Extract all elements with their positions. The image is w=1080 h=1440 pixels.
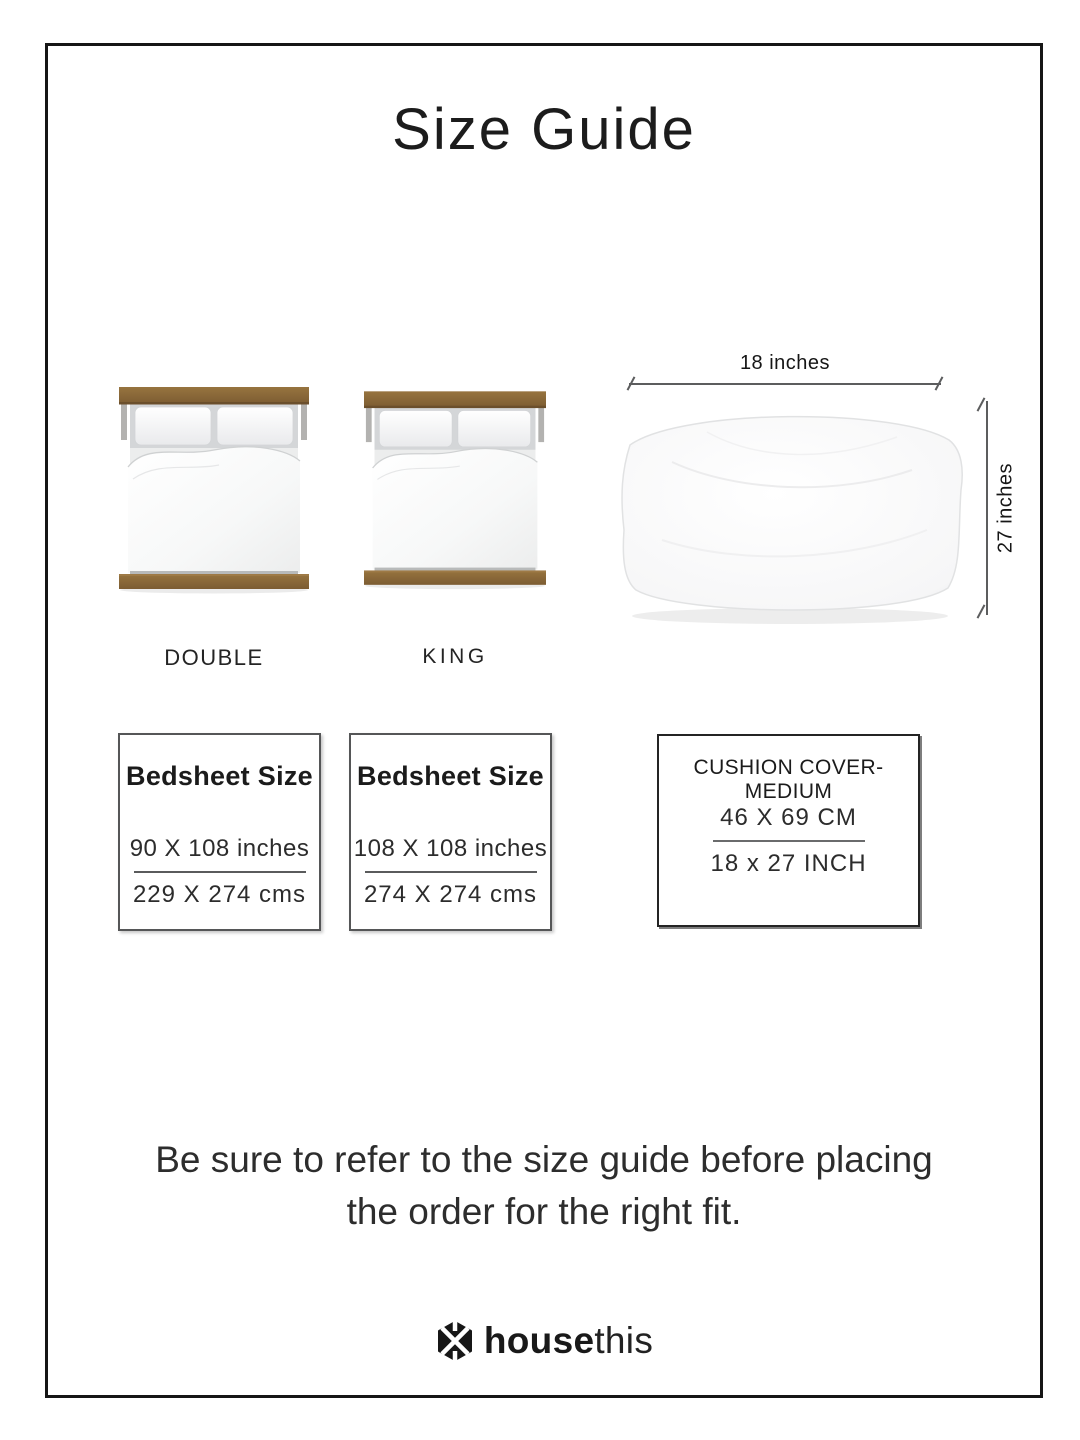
king-bed-label: KING: [422, 645, 488, 668]
brand-wordmark-bold: house: [483, 1320, 595, 1361]
cushion-cover-size-box: [657, 734, 920, 927]
size-cm: 46 X 69 CM: [720, 804, 857, 831]
size-values: [120, 835, 319, 909]
king-bedsheet-size-box: [349, 733, 552, 931]
pillow-height-dimension: [984, 401, 1024, 615]
pillow-illustration: [612, 390, 967, 625]
pillow-width-label: 18 inches: [739, 352, 831, 374]
brand-knot-icon: [435, 1321, 475, 1361]
size-values: [659, 804, 918, 878]
double-bed-label: DOUBLE: [164, 645, 264, 670]
page-title: Size Guide: [392, 97, 696, 162]
double-bed-top-view-illustration: [119, 386, 309, 594]
pillow-width-line: [629, 383, 941, 385]
size-values: [351, 835, 550, 909]
size-inch: 18 x 27 INCH: [710, 850, 867, 877]
brand-logo: [45, 1320, 1043, 1362]
size-guide-note: [45, 1134, 1043, 1238]
size-cms: 229 X 274 cms: [132, 881, 307, 908]
size-box-heading: Bedsheet Size: [126, 761, 313, 791]
brand-wordmark: [484, 1320, 653, 1362]
size-cms: 274 X 274 cms: [363, 881, 538, 908]
pillow-height-label: 27 inches: [994, 462, 1017, 554]
size-inches: 108 X 108 inches: [353, 835, 548, 862]
note-line-2: the order for the right fit.: [346, 1190, 742, 1232]
size-box-heading: Bedsheet Size: [357, 761, 544, 791]
size-box-heading: CUSHION COVER- MEDIUM: [693, 756, 884, 803]
note-line-1: Be sure to refer to the size guide before placing: [155, 1139, 933, 1180]
size-inches: 90 X 108 inches: [129, 835, 310, 862]
pillow-illustration-wrap: [612, 390, 967, 625]
double-bedsheet-size-box: [118, 733, 321, 931]
brand-wordmark-light: this: [594, 1320, 654, 1361]
pillow-height-line: [986, 401, 988, 615]
pillow-width-dimension: [629, 352, 941, 386]
king-bed-top-view-illustration: [364, 386, 546, 594]
